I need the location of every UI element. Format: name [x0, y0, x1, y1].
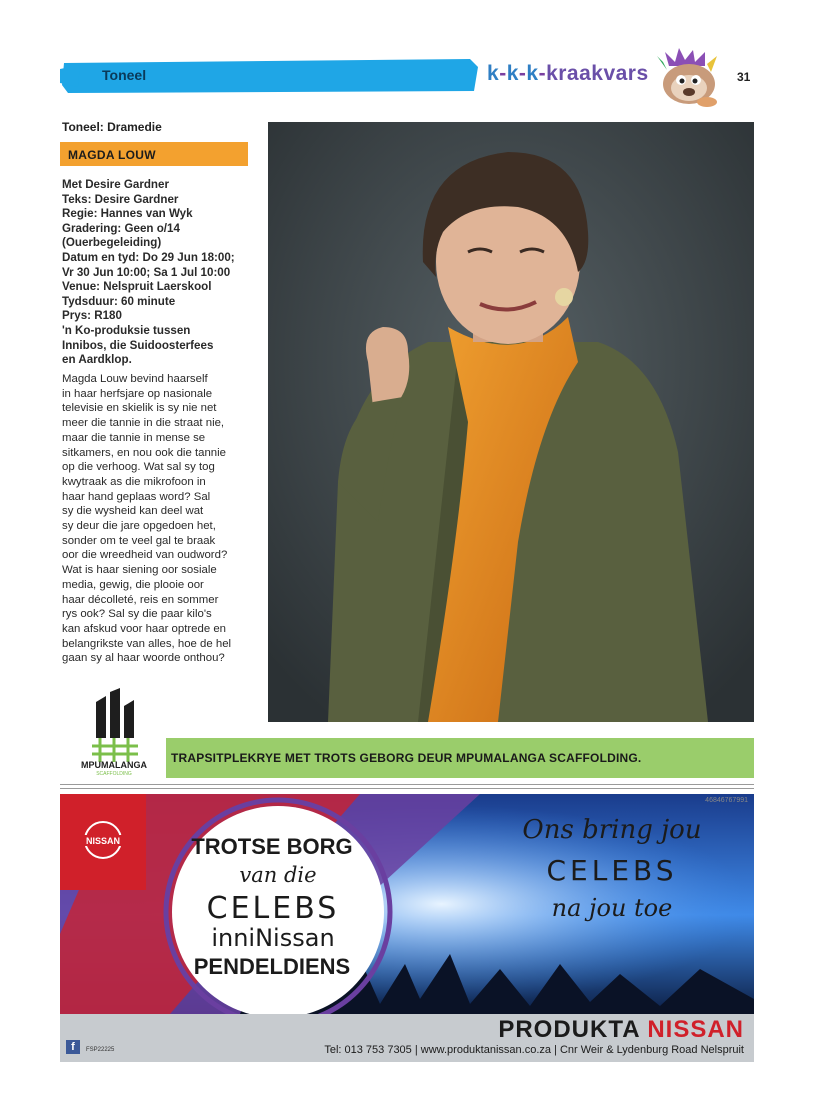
- body-line: sy die wysheid kan deel wat: [62, 505, 204, 518]
- mpumalanga-scaffolding-logo: [62, 688, 166, 778]
- body-line: in haar herfsjare op nasionale: [62, 387, 213, 400]
- credit-line: Prys: R180: [62, 309, 122, 323]
- portrait-photo: [268, 122, 754, 722]
- facebook-icon: f: [66, 1040, 80, 1054]
- credit-line: Vr 30 Jun 10:00; Sa 1 Jul 10:00: [62, 265, 231, 279]
- credit-line: Venue: Nelspruit Laerskool: [62, 280, 212, 294]
- credit-line: en Aardklop.: [62, 353, 132, 367]
- body-line: belangrikste van alles, hoe de hel: [62, 637, 232, 650]
- body-line: kan afskud voor haar optrede en: [62, 622, 227, 635]
- ad-line-2: van die: [239, 863, 317, 887]
- logo-name: MPUMALANGA: [81, 760, 147, 770]
- ad-code: 46846767991: [705, 797, 748, 804]
- body-line: haar hand geplaas word? Sal: [62, 490, 211, 503]
- body-line: kwytraak as die mikrofoon in: [62, 475, 206, 488]
- dealer-contact: Tel: 013 753 7305 | www.produktanissan.co.za | Cnr Weir & Lydenburg Road Nelspruit: [324, 1044, 744, 1056]
- tagline-1: Ons bring jou: [522, 815, 702, 845]
- tagline-2: CELEBS: [546, 854, 678, 887]
- body-line: Magda Louw bevind haarself: [62, 373, 208, 385]
- credit-line: Datum en tyd: Do 29 Jun 18:00;: [62, 250, 235, 264]
- ad-line-4: inniNissan: [211, 924, 335, 952]
- body-line: meer die tannie in die straat nie,: [62, 417, 225, 430]
- section-label: Toneel: [102, 67, 147, 83]
- body-line: gaan sy al haar woorde onthou?: [62, 652, 225, 665]
- ad-line-1: TROTSE BORG: [191, 834, 353, 859]
- body-line: sy deur die jare opgedoen het,: [62, 520, 216, 533]
- credit-line: Gradering: Geen o/14: [62, 221, 180, 235]
- hedgehog-mascot-icon: [655, 48, 725, 108]
- genre-label: Toneel: Dramedie: [62, 120, 162, 134]
- body-line: rys ook? Sal sy die paar kilo's: [62, 608, 212, 621]
- body-line: maar die tannie in mense se: [62, 431, 206, 444]
- credit-line: Teks: Desire Gardner: [62, 192, 179, 206]
- dealer-name: PRODUKTA NISSAN: [498, 1016, 744, 1043]
- article-body: [62, 372, 258, 666]
- credit-line: (Ouerbegeleiding): [62, 236, 162, 250]
- nissan-advert: [60, 794, 754, 1062]
- page-number: 31: [737, 70, 751, 84]
- tagline-3: na jou toe: [551, 894, 673, 922]
- ad-line-3: CELEBS: [206, 891, 340, 926]
- brand-logo: k-k-k-kraakvars: [487, 62, 649, 85]
- fsp-number: FSP22225: [86, 1047, 115, 1053]
- divider: [60, 784, 754, 785]
- credit-line: Tydsduur: 60 minute: [62, 294, 176, 308]
- credit-line: Met Desire Gardner: [62, 178, 169, 191]
- logo-sub: SCAFFOLDING: [96, 771, 132, 777]
- sponsor-text: TRAPSITPLEKRYE MET TROTS GEBORG DEUR MPUMALANGA SCAFFOLDING.: [171, 751, 642, 765]
- divider: [60, 788, 754, 789]
- body-line: Wat is haar siening oor sosiale: [62, 564, 217, 577]
- ad-line-5: PENDELDIENS: [193, 954, 351, 979]
- credit-line: 'n Ko-produksie tussen: [62, 323, 191, 337]
- body-line: oor die wreedheid van oudword?: [62, 549, 228, 562]
- body-line: televisie en skielik is sy nie net: [62, 402, 217, 415]
- body-line: sitkamers, en nou ook die tannie: [62, 446, 226, 459]
- body-line: op die verhoog. Wat sal sy tog: [62, 461, 215, 474]
- body-line: haar décolleté, reis en sommer: [62, 593, 219, 606]
- credit-line: Innibos, die Suidoosterfees: [62, 338, 214, 352]
- credits-block: [62, 178, 258, 368]
- nissan-badge: NISSAN: [85, 836, 121, 846]
- body-line: media, gewig, die plooie oor: [62, 578, 204, 591]
- body-line: sonder om te veel gal te braak: [62, 534, 216, 547]
- show-title: MAGDA LOUW: [68, 148, 156, 162]
- credit-line: Regie: Hannes van Wyk: [62, 207, 193, 221]
